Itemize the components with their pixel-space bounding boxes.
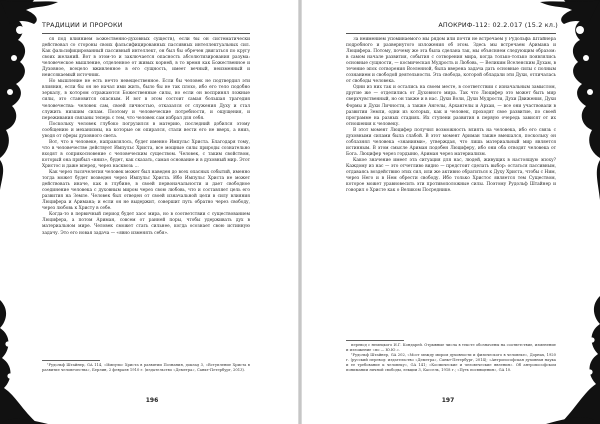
page-number-left: 196 — [145, 397, 159, 404]
footnote-text: перевод с немецкого И.Г. Кондарей. Отрывные числа в тексте обозначены на соответствие, изменение и изложение «по — Ю.Ю.». — [346, 343, 556, 352]
footnote-left — [42, 363, 250, 375]
paragraph: Когда-то в первичный период будет хаос мира, но в соответствии с существованием Люцифера, а потом Ариман, совсем от ранней поры, чтобы удерживать дух в материальном мире. Человек сможет стать сильнее, когда осознает свою истинную задачу. Это его новая задача — «явно изменять себя». — [42, 212, 250, 236]
footnote-text: ¹Рудольф Штайнер, GA 202, «Мост между миром духовности и физического в человеке», Дорнах, 1920 г. (русский перевод: издательство «Деметра», Санкт-Петербург, 2014); «Антропософская духовная наука и ее требование к человеку», GA 141; «Космические и человеческие явления». Об антропософском понимании личной свободы, лекции 3, Кассель, 1918 г.; «Путь посвящения», GA 10. — [346, 353, 556, 372]
footnotes-right — [346, 343, 556, 395]
header-rule-right — [346, 33, 556, 34]
body-text-right — [346, 37, 556, 335]
corner-ornament-bottom-left — [0, 300, 48, 424]
paragraph: Поскольку человек глубоко погрузился в материю, последний добился этому сообщению и механизмы, на которые он опирался, стали вести его не вверх, а вниз, уводя от сферы духовного света. — [42, 121, 250, 139]
paragraph: Одни из них так и остались на своем месте, в соответствии с изначальным замыслом, другие же — отделились от Духовного мира. Так что Люцифер это может быть мир сверхчувственный, но он также и в нас. Духи Воли, Духи Мудрости, Духи Движения, Духи Формы и Духи Личности, а также Ангелы, Архангелы и Архаи, — все они участвовали в развитии Земли, одни из которых, как и человек, проходят свое развитие, по своей программе на разных стадиях. Их ступени развития в первую очередь зависят от их отношения к человеку. — [346, 85, 556, 127]
footnote-text: ¹Рудольф Штайнер, GA 114, «Импульс Христа в развитии Познания, доклад 3, «Вступление Христа в развитие человечества», Берлин, 2 февраля 1910 г. (издательство «Деметра», Санкт-Петербург, 2013). — [42, 363, 250, 372]
paragraph: За неимением упоминаемого мы рядом или почти не встречаем у Рудольфа Штайнера подробного и развернутого изложения об этом. Здесь мы встречаем Аримана и Люцифера. Потому, почему же эта была сделана так, мы объясняем следующим образом: в самом начале развития, события с сотворения мира, когда только-только появлялись основные сущности, — космическая Мудрость и Любовь, — Великим Вселенским Духам, в течение эпох сотворения Вселенной, была вверена задача дать основные силы с полным сознанием и свободой деятельности. Эта свобода, которой обладали эти Духи, отличалась от свободы человека. — [346, 37, 556, 85]
page-number-right: 197 — [441, 397, 455, 404]
body-text-left — [42, 37, 250, 355]
paragraph: Но мышление не есть нечто невещественное. Если бы человек не подтвердил эти влияния, если бы он не начал ими жить, было бы не так плохо, ибо его тело подобно зеркалу, в котором отражаются Божественные силы, но если он воспринял ложные силы, это становится опасным. И вот в этом состоит самая большая трагедия человечества: человек сам, своей личностью, отказался от служения Духу и стал служить низшим силам. Поэтому и человеческие потребности, и ощущения, и переживания связаны теперь с тем, что человек сам избрал для себя. — [42, 79, 250, 121]
right-page — [300, 0, 600, 424]
paragraph: В этот момент Люцифер получил возможность влиять на человека, ибо его связь с духовными силами была слабой. В этот момент Ариман также вмешался, поскольку он соблазнял человека «знаниями», утверждая, что лишь материальный мир является истинным. В этом смысле Ариман подобен Люциферу, ибо они оба отводят человека от Бога. Люцифер через гордыню, Ариман через материализм. — [346, 127, 556, 157]
running-header-right: АПОКРИФ-112: 02.2.017 (15.2 кл.) — [438, 21, 558, 29]
paragraph: ся под влиянием Божественно-духовных существ), если бы он систематически действовал со стороны своих фальсифицированных пассивных интеллектуальных сил. Как фальсифицированный пассивный интеллект, он был бы обречен двигаться по кругу своих желаний. Вот в этом-то и заключается опасность абсолютизирования разума: человеческое мышление, отделенное от живых корней, в то время как Божественное и Духовное, всецело вживленное в его сущность, имеет вечный, неизменный и неиссякаемый источник. — [42, 37, 250, 79]
running-header-left: ТРАДИЦИИ И ПРОРОКИ — [42, 21, 123, 29]
paragraph: Вот, что в человеке, направлялось, будет именно Импульс Христа. Благодаря тому, что в человечестве действует Импульс Христа, все мощные силы природы сознательно входят в соприкосновение с человеческим существом. Человек, с таким свойством, который она прибыл «вниз», будет, как сказать, самая основание и в духовный мир. Этот Христос и даже вперед, через насквозь ... — [42, 139, 250, 169]
header-rule-left — [42, 33, 250, 34]
footnote-rule-right — [346, 340, 404, 341]
paragraph: Какое значение имеет эта ситуация для нас, людей, живущих в настоящую эпоху? Каждому из нас — это отчетливо видно — предстоит сделать выбор: остаться пассивным, отдаваясь воздействию этих сил, или же активно обратиться к Духу Христа, чтобы с Ним, через Него и в Нем обрести свободу. Ибо только Христос является тем Существом, которое может уравновесить эти противоположные силы. Поэтому Рудольф Штайнер и говорил о Христе как о Великом Посреднике. — [346, 157, 556, 194]
paragraph: Как через тысячелетия человек может был наведен до всех опасных событий, именно тогда может будет возведен через Импульс Христа. Ибо Импульс Христа не может действовать иначе, как в глубине, в своей первоначальности и дает свободное соединение человека с духовным миром через свою любовь, что и составляет цель его развития на Земле. Человек был отведен от своей изначальной цели в силу влияния Люцифера и Аримана; и если он не выдержит, совершит путь обратно через свободу, через любовь к Христу в себе. — [42, 170, 250, 212]
footnote-rule-left — [42, 360, 100, 361]
